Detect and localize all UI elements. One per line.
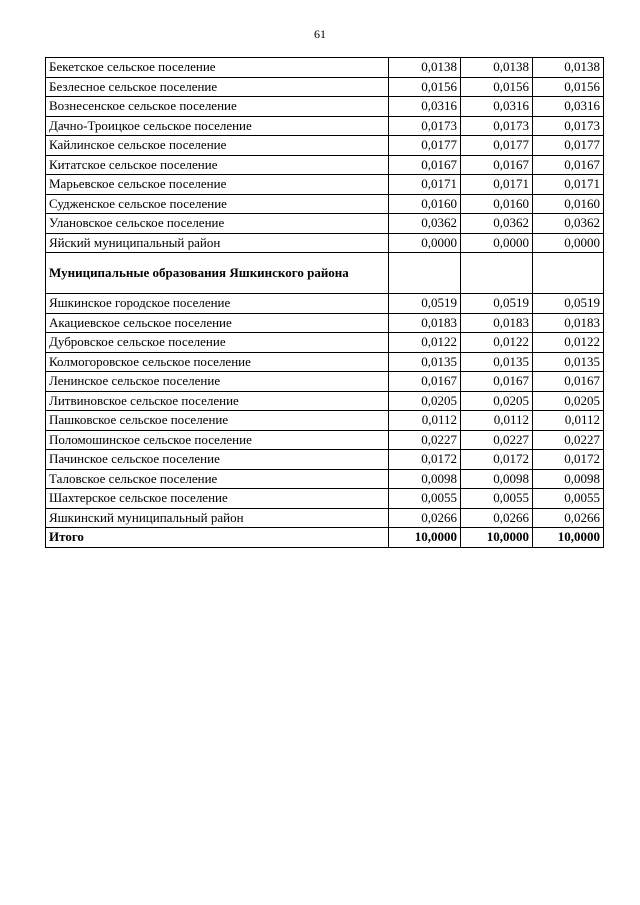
row-name-cell: Бекетское сельское поселение	[46, 58, 389, 78]
table-row	[46, 430, 604, 450]
table-row	[46, 214, 604, 234]
row-name-cell: Китатское сельское поселение	[46, 155, 389, 175]
row-name-cell: Литвиновское сельское поселение	[46, 391, 389, 411]
total-value-3: 10,0000	[533, 528, 604, 548]
row-name-cell: Дачно-Троицкое сельское поселение	[46, 116, 389, 136]
row-value-1: 0,0055	[389, 489, 461, 509]
table-row	[46, 372, 604, 392]
row-value-3: 0,0167	[533, 155, 604, 175]
row-value-2: 0,0362	[461, 214, 533, 234]
row-value-1: 0,0167	[389, 372, 461, 392]
row-value-3: 0,0156	[533, 77, 604, 97]
total-row	[46, 528, 604, 548]
row-value-1: 0,0167	[389, 155, 461, 175]
row-value-1: 0,0172	[389, 450, 461, 470]
row-value-2: 0,0122	[461, 333, 533, 353]
table-row	[46, 233, 604, 253]
row-value-2: 0,0156	[461, 77, 533, 97]
row-value-3: 0,0205	[533, 391, 604, 411]
section-empty-cell	[461, 253, 533, 294]
table-total	[46, 528, 604, 548]
row-value-3: 0,0138	[533, 58, 604, 78]
table-body-top	[46, 58, 604, 253]
row-value-3: 0,0112	[533, 411, 604, 431]
row-value-2: 0,0055	[461, 489, 533, 509]
table-row	[46, 450, 604, 470]
row-value-3: 0,0167	[533, 372, 604, 392]
table-body-bottom	[46, 294, 604, 528]
row-value-2: 0,0316	[461, 97, 533, 117]
row-value-1: 0,0316	[389, 97, 461, 117]
table-row	[46, 194, 604, 214]
row-value-1: 0,0177	[389, 136, 461, 156]
row-value-1: 0,0112	[389, 411, 461, 431]
table-row	[46, 508, 604, 528]
table-row	[46, 77, 604, 97]
section-empty-cell	[389, 253, 461, 294]
row-value-3: 0,0122	[533, 333, 604, 353]
section-empty-cell	[533, 253, 604, 294]
row-name-cell: Поломошинское сельское поселение	[46, 430, 389, 450]
row-name-cell: Колмогоровское сельское поселение	[46, 352, 389, 372]
row-value-3: 0,0362	[533, 214, 604, 234]
row-value-2: 0,0266	[461, 508, 533, 528]
row-value-2: 0,0138	[461, 58, 533, 78]
row-name-cell: Вознесенское сельское поселение	[46, 97, 389, 117]
row-value-3: 0,0135	[533, 352, 604, 372]
row-name-cell: Безлесное сельское поселение	[46, 77, 389, 97]
row-name-cell: Пашковское сельское поселение	[46, 411, 389, 431]
total-label: Итого	[46, 528, 389, 548]
row-value-2: 0,0171	[461, 175, 533, 195]
page-number: 61	[314, 27, 326, 41]
row-value-1: 0,0000	[389, 233, 461, 253]
row-name-cell: Судженское сельское поселение	[46, 194, 389, 214]
row-value-2: 0,0000	[461, 233, 533, 253]
section-heading: Муниципальные образования Яшкинского района	[46, 253, 389, 294]
row-value-3: 0,0519	[533, 294, 604, 314]
row-value-2: 0,0173	[461, 116, 533, 136]
row-name-cell: Яшкинское городское поселение	[46, 294, 389, 314]
row-name-cell: Яйский муниципальный район	[46, 233, 389, 253]
row-value-2: 0,0172	[461, 450, 533, 470]
row-value-3: 0,0000	[533, 233, 604, 253]
row-value-3: 0,0055	[533, 489, 604, 509]
total-value-2: 10,0000	[461, 528, 533, 548]
table-row	[46, 58, 604, 78]
row-value-1: 0,0519	[389, 294, 461, 314]
row-value-1: 0,0135	[389, 352, 461, 372]
row-name-cell: Ленинское сельское поселение	[46, 372, 389, 392]
table-row	[46, 391, 604, 411]
row-name-cell: Улановское сельское поселение	[46, 214, 389, 234]
row-value-3: 0,0098	[533, 469, 604, 489]
row-value-3: 0,0171	[533, 175, 604, 195]
row-name-cell: Пачинское сельское поселение	[46, 450, 389, 470]
row-value-3: 0,0266	[533, 508, 604, 528]
row-name-cell: Шахтерское сельское поселение	[46, 489, 389, 509]
table-section	[46, 253, 604, 294]
row-value-3: 0,0160	[533, 194, 604, 214]
row-name-cell: Яшкинский муниципальный район	[46, 508, 389, 528]
row-value-1: 0,0098	[389, 469, 461, 489]
row-value-1: 0,0227	[389, 430, 461, 450]
distribution-table	[45, 57, 604, 548]
row-value-2: 0,0205	[461, 391, 533, 411]
row-value-3: 0,0227	[533, 430, 604, 450]
row-name-cell: Акациевское сельское поселение	[46, 313, 389, 333]
row-value-2: 0,0160	[461, 194, 533, 214]
row-value-1: 0,0362	[389, 214, 461, 234]
row-value-3: 0,0172	[533, 450, 604, 470]
row-name-cell: Таловское сельское поселение	[46, 469, 389, 489]
table-row	[46, 294, 604, 314]
row-value-1: 0,0160	[389, 194, 461, 214]
section-heading-row	[46, 253, 604, 294]
row-value-3: 0,0173	[533, 116, 604, 136]
table-row	[46, 313, 604, 333]
table-row	[46, 116, 604, 136]
table-row	[46, 411, 604, 431]
row-value-1: 0,0266	[389, 508, 461, 528]
row-value-1: 0,0171	[389, 175, 461, 195]
table-row	[46, 155, 604, 175]
total-value-1: 10,0000	[389, 528, 461, 548]
row-name-cell: Марьевское сельское поселение	[46, 175, 389, 195]
table-row	[46, 175, 604, 195]
table-row	[46, 469, 604, 489]
row-value-3: 0,0183	[533, 313, 604, 333]
row-value-2: 0,0112	[461, 411, 533, 431]
row-value-2: 0,0177	[461, 136, 533, 156]
row-value-3: 0,0316	[533, 97, 604, 117]
row-value-1: 0,0205	[389, 391, 461, 411]
row-value-1: 0,0173	[389, 116, 461, 136]
row-name-cell: Кайлинское сельское поселение	[46, 136, 389, 156]
row-name-cell: Дубровское сельское поселение	[46, 333, 389, 353]
table-row	[46, 136, 604, 156]
row-value-2: 0,0183	[461, 313, 533, 333]
row-value-2: 0,0135	[461, 352, 533, 372]
row-value-2: 0,0227	[461, 430, 533, 450]
row-value-1: 0,0138	[389, 58, 461, 78]
row-value-1: 0,0122	[389, 333, 461, 353]
row-value-1: 0,0156	[389, 77, 461, 97]
row-value-2: 0,0098	[461, 469, 533, 489]
row-value-1: 0,0183	[389, 313, 461, 333]
table-row	[46, 352, 604, 372]
table-row	[46, 333, 604, 353]
row-value-2: 0,0167	[461, 155, 533, 175]
row-value-3: 0,0177	[533, 136, 604, 156]
table-row	[46, 489, 604, 509]
row-value-2: 0,0519	[461, 294, 533, 314]
table-row	[46, 97, 604, 117]
row-value-2: 0,0167	[461, 372, 533, 392]
